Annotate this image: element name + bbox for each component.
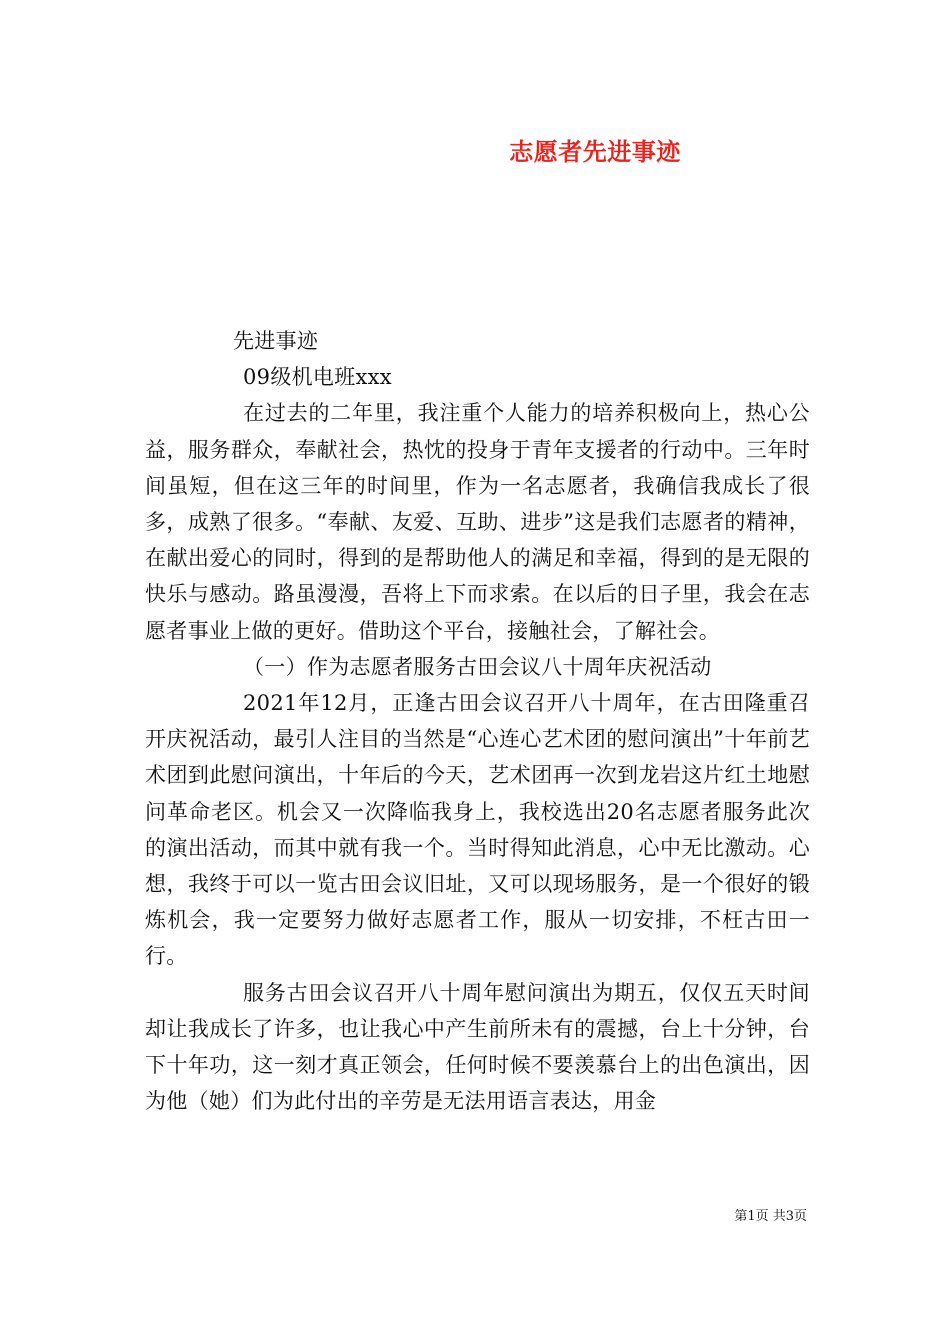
document-body xyxy=(145,323,810,1119)
subsection-title: （一）作为志愿者服务古田会议八十周年庆祝活动 xyxy=(243,654,712,679)
paragraph-event: 2021年12月，正逢古田会议召开八十周年，在古田隆重召开庆祝活动，最引人注目的当然是“心连心艺术团的慰问演出”十年前艺术团到此慰问演出，十年后的今天，艺术团再一次到龙岩这片红土地慰问革命老区。机会又一次降临我身上，我校选出20名志愿者服务此次的演出活动，而其中就有我一个。当时得知此消息，心中无比激动。心想，我终于可以一览古田会议旧址，又可以现场服务，是一个很好的锻炼机会，我一定要努力做好志愿者工作，服从一切安排，不枉古田一行。 xyxy=(145,691,810,969)
paragraph-intro: 在过去的二年里，我注重个人能力的培养积极向上，热心公益，服务群众，奉献社会，热忱的投身于青年支援者的行动中。三年时间虽短，但在这三年的时间里，作为一名志愿者，我确信我成长了很多，成熟了很多。“奉献、友爱、互助、进步”这是我们志愿者的精神，在献出爱心的同时，得到的是帮助他人的满足和幸福，得到的是无限的快乐与感动。路虽漫漫，吾将上下而求索。在以后的日子里，我会在志愿者事业上做的更好。借助这个平台，接触社会，了解社会。 xyxy=(145,401,810,643)
document-title: 志愿者先进事迹 xyxy=(509,137,681,166)
section-heading: 先进事迹 xyxy=(233,329,319,353)
page-number: 第1页 共3页 xyxy=(734,1209,807,1224)
author-line: 09级机电班xxx xyxy=(243,365,392,390)
paragraph-service: 服务古田会议召开八十周年慰问演出为期五，仅仅五天时间却让我成长了许多，也让我心中产生前所未有的震撼，台上十分钟，台下十年功，这一刻才真正领会，任何时候不要羡慕台上的出色演出，因为他（她）们为此付出的辛劳是无法用语言表达，用金 xyxy=(145,980,810,1114)
